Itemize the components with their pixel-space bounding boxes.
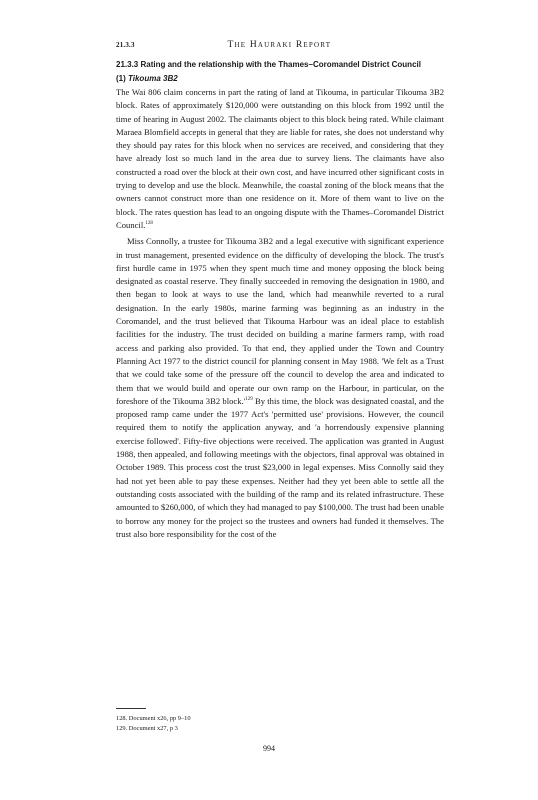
footnote-ref-128[interactable]: 128 xyxy=(145,220,153,226)
main-content xyxy=(116,60,444,541)
section-title: Rating and the relationship with the Thames–Coromandel District Council xyxy=(140,60,421,69)
section-heading xyxy=(116,60,444,69)
footnotes xyxy=(116,714,444,734)
running-head xyxy=(116,40,446,50)
footnote-text: Document x27, p 3 xyxy=(128,725,178,732)
footnote-rule xyxy=(116,708,146,709)
paragraph-2-text-part1: Miss Connolly, a trustee for Tikouma 3B2 and a legal executive with significant experience in trust management, presented evidence on the difficulty of developing the block. The trust's first hurdle came in 1975 when they spent much time and money opposing the block being designated as coastal reserve. They finally succeeded in removing the designation in 1980, and then began to look at ways to use the land, which had meanwhile reverted to a rural designation. In the early 1980s, marine farming was beginning as an industry in the Coromandel, and the trust believed that Tikouma Harbour was an ideal place to establish facilities for the industry. The trust decided on building a marine farmers ramp, with road access and parking also provided. To that end, they applied under the Town and Country Planning Act 1977 to the district council for planning consent in May 1988. 'We felt as a Trust that we could take some of the pressure off the council to develop the area and indicated to them that we would build and operate our own ramp on the Harbour, in particular, on the foreshore of the Tikouma 3B2 block.' xyxy=(116,236,444,406)
section-number: 21.3.3 xyxy=(116,60,139,69)
footnote-text: Document x26, pp 9–10 xyxy=(128,715,191,722)
subsection-heading xyxy=(116,74,444,83)
paragraph-2 xyxy=(116,235,444,541)
paragraph-1-text: The Wai 806 claim concerns in part the rating of land at Tikouma, in particular Tikouma 3B2 block. Rates of approximately $120,000 were outstanding on this block from 1992 until the time of hearing in August 2002. The claimants object to this block being rated. While claimant Maraea Blomfield accepts in general that they are liable for rates, she does not understand why they should pay rates for this block when no services are received, and considering that they have already lost so much land in the area due to survey liens. The claimants have also constructed a road over the block at their own cost, and have incurred other significant costs in trying to develop and use the block. Meanwhile, the coastal zoning of the block means that the owners cannot construct more than one residence on it. More of them want to live on the block. The rates question has lead to an ongoing dispute with the Thames–Coromandel District Council. xyxy=(116,87,444,230)
paragraph-1 xyxy=(116,86,444,232)
paragraph-2-text-part2: By this time, the block was designated coastal, and the proposed ramp came under the 1977 Act's 'permitted use' provisions. However, the council required them to notify the application anyway, and 'a horrendously expensive planning exercise followed'. Fifty-five objections were received. The application was granted in August 1988, then appealed, and following meetings with the objectors, final approval was obtained in October 1989. This process cost the trust $23,000 in legal expenses. Miss Connolly said they had not yet been able to pay these expenses. Neither had they yet been able to settle all the outstanding costs associated with the building of the ramp and its related infrastructure. These amounted to $260,000, of which they had managed to pay $100,000. The trust had been unable to borrow any money for the project so the trustees and owners had funded it themselves. The trust also bore responsibility for the cost of the xyxy=(116,395,444,539)
subsection-title: Tikouma 3B2 xyxy=(128,74,178,83)
subsection-number: (1) xyxy=(116,74,126,83)
running-head-title: The Hauraki Report xyxy=(227,40,332,50)
running-head-section-number: 21.3.3 xyxy=(116,41,135,49)
footnote-128 xyxy=(116,714,444,724)
footnote-129 xyxy=(116,724,444,734)
page-number: 994 xyxy=(263,744,275,753)
footnote-ref-129[interactable]: 129 xyxy=(245,396,253,402)
footnote-number: 129. xyxy=(116,725,128,732)
footnote-number: 128. xyxy=(116,715,128,722)
